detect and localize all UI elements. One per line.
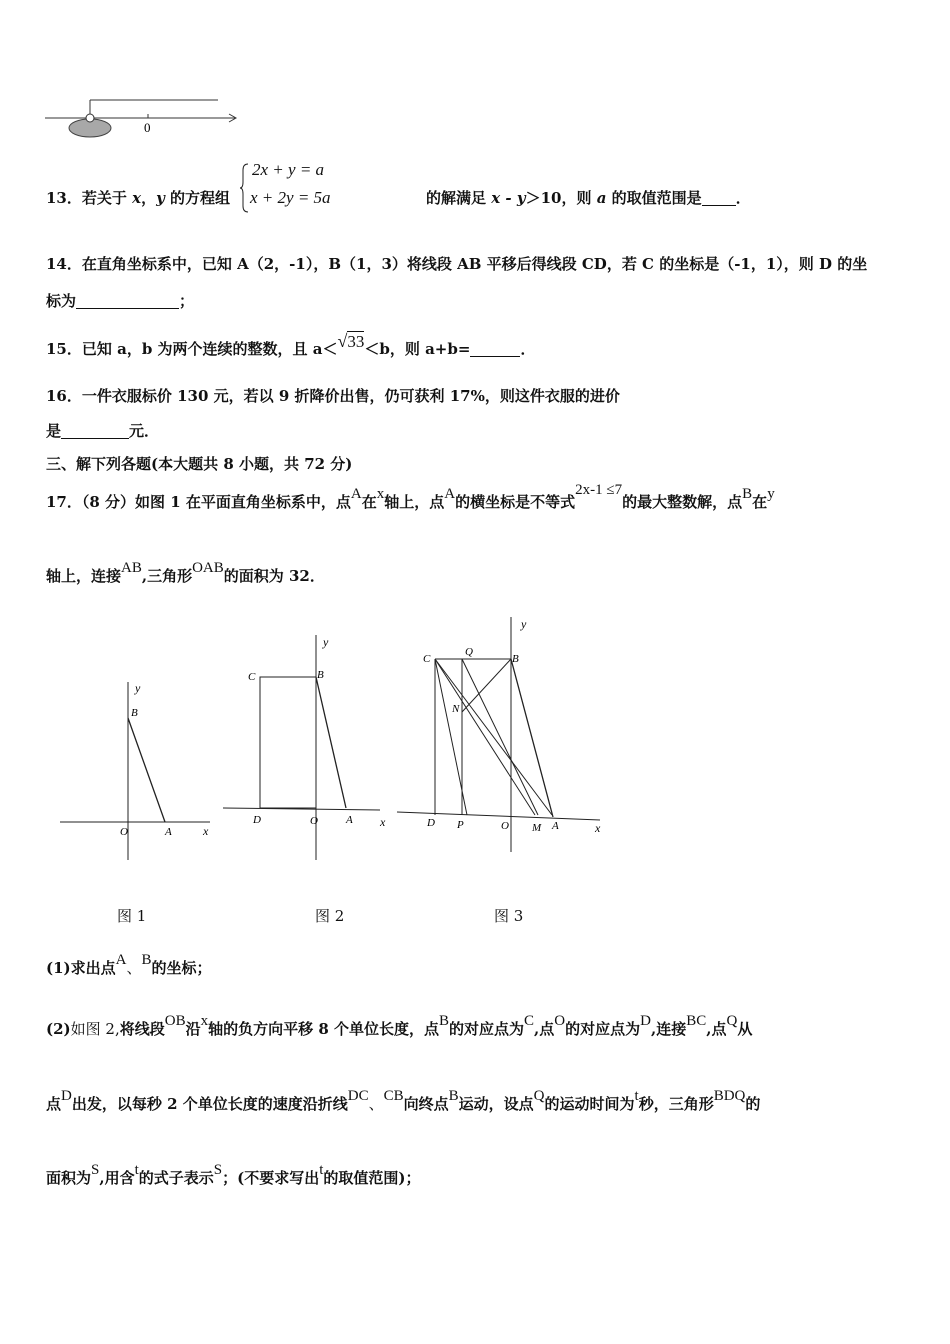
question-14-line-2: 标为 ； [46,292,195,310]
svg-text:O: O [310,815,318,827]
question-17-part-1: (1)求出点A、B的坐标； [46,952,212,977]
svg-text:O: O [501,820,509,832]
svg-text:y: y [521,617,527,631]
question-17-line-1: 17．（8 分）如图 1 在平面直角坐标系中，点A在x轴上，点A的横坐标是不等式2x-1 ≤7的最大整数解，点B在y [46,482,775,511]
svg-text:B: B [317,669,324,681]
segment-AB [316,677,346,808]
zero-label: 0 [144,120,151,135]
segment-AB [128,718,165,822]
svg-text:M: M [532,822,542,834]
svg-text:Q: Q [465,646,473,658]
svg-text:C: C [248,671,256,683]
svg-text:x: x [203,824,209,838]
answer-blank[interactable] [470,341,520,357]
figure-1-caption: 图 1 [117,907,147,925]
number-line-figure [40,90,250,145]
svg-text:x: x [595,821,601,835]
svg-text:C: C [423,653,431,665]
svg-text:N: N [452,703,460,715]
question-16-line-1: 16．一件衣服标价 130 元，若以 9 折降价出售，仍可获利 17%，则这件衣服的进价 [46,387,620,405]
question-13: 13．若关于 x，y 的方程组 的解满足 x - y＞10，则 a 的取值范围是 ． [46,189,751,207]
figure-2 [220,630,395,865]
answer-blank[interactable] [702,190,736,206]
section-3-title: 三、解下列各题(本大题共 8 小题，共 72 分) [46,455,353,473]
svg-text:A: A [165,826,172,838]
figure-1 [55,680,225,865]
svg-text:A: A [346,814,353,826]
equation-2: x + 2y = 5a [250,188,331,207]
svg-text:B: B [131,707,138,719]
question-16-line-2: 是 元． [46,422,160,440]
figure-2-caption: 图 2 [315,907,345,925]
question-15: 15．已知 a，b 为两个连续的整数，且 a＜√33＜b，则 a+b= ． [46,331,536,358]
segment-QM [462,659,538,815]
svg-text:y: y [323,635,329,649]
segment-CM [435,659,535,815]
svg-text:A: A [552,820,559,832]
segment-BN [462,659,511,712]
svg-text:x: x [380,815,386,829]
open-circle-point [86,114,94,122]
svg-text:P: P [457,819,464,831]
segment-AB [511,659,553,817]
rectangle-DCBO [260,677,316,808]
svg-text:B: B [512,653,519,665]
question-14-line-1: 14．在直角坐标系中，已知 A（2，-1），B（1，3）将线段 AB 平移后得线段 CD，若 C 的坐标是（-1，1），则 D 的坐 [46,255,868,273]
question-17-part-2-line-1: (2)如图 2,将线段OB沿x轴的负方向平移 8 个单位长度，点B的对应点为C,点O的对应点为D,连接BC,点Q从 [46,1013,753,1038]
answer-blank[interactable] [61,423,129,439]
question-17-line-2: 轴上，连接AB,三角形OAB的面积为 32． [46,560,325,585]
svg-text:D: D [253,814,261,826]
answer-blank[interactable] [76,293,179,309]
svg-text:y: y [135,681,141,695]
svg-text:O: O [120,826,128,838]
figure-3-caption: 图 3 [494,907,524,925]
figure-3 [395,612,610,857]
svg-text:D: D [427,817,435,829]
sqrt-33: √33 [337,331,365,351]
equation-1: 2x + y = a [252,160,325,179]
segment-CA [435,659,552,815]
question-17-part-2-line-3: 面积为S,用含t的式子表示S；(不要求写出t的取值范围)； [46,1162,421,1187]
question-17-part-2-line-2: 点D出发，以每秒 2 个单位长度的速度沿折线DC、CB向终点B运动，设点Q的运动时间为t秒，三角形BDQ的 [46,1088,761,1113]
left-brace [240,162,250,214]
